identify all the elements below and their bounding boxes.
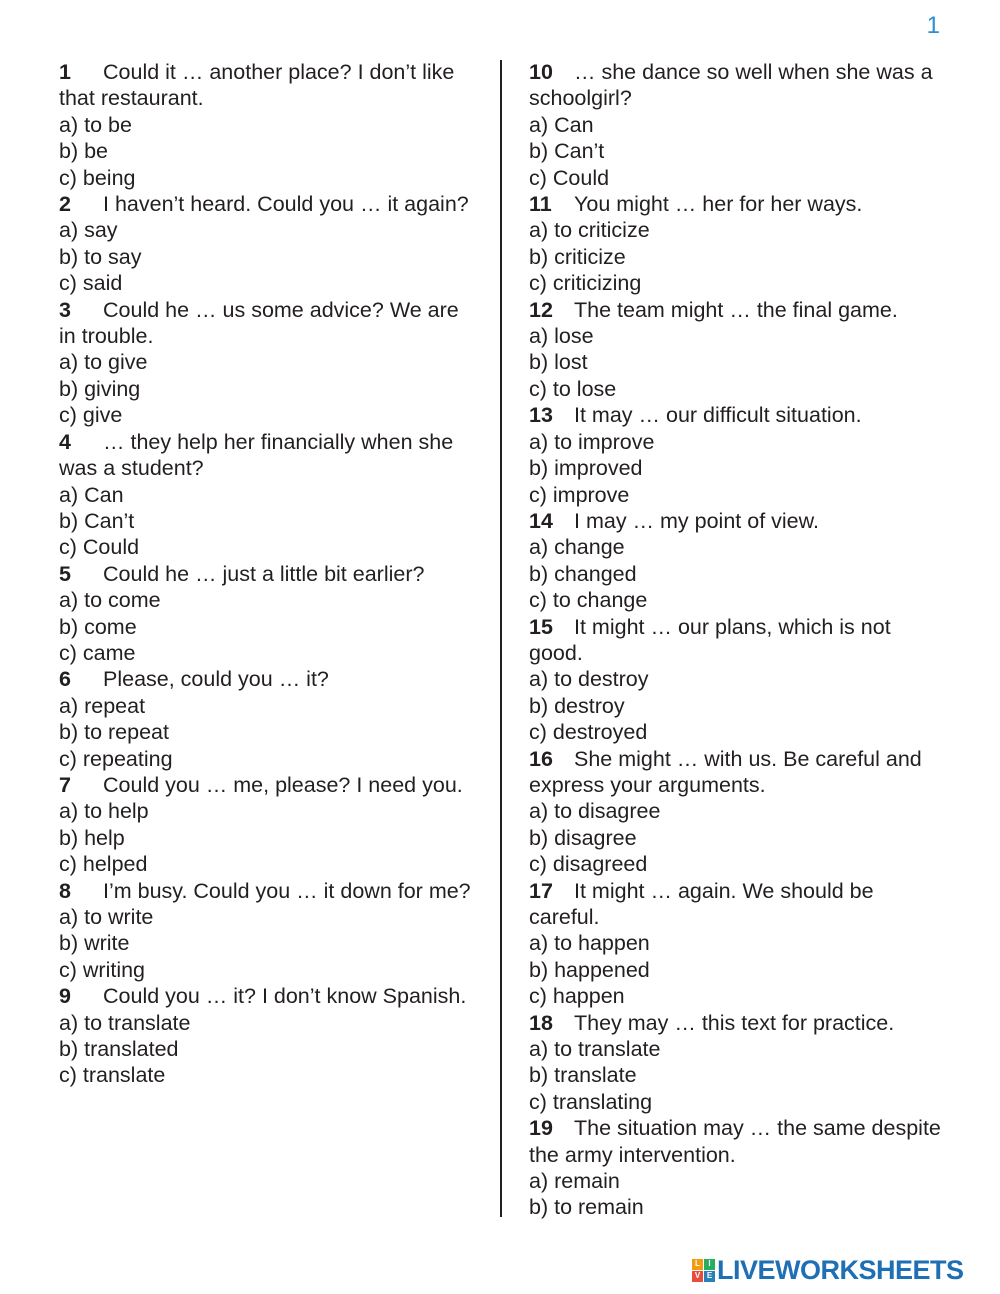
answer-option[interactable]: b) improved xyxy=(529,456,643,481)
question-stem xyxy=(529,1010,949,1036)
question-item xyxy=(59,297,479,429)
question-text: Could you … it? I don’t know Spanish. xyxy=(103,984,467,1009)
answer-option[interactable]: a) to improve xyxy=(529,429,655,454)
question-item xyxy=(529,297,949,403)
answer-option[interactable]: a) Can xyxy=(59,482,124,507)
answer-option[interactable]: a) repeat xyxy=(59,693,146,718)
question-text: … they help her financially when she was a student? xyxy=(59,429,454,481)
answer-option[interactable]: c) Could xyxy=(529,165,610,190)
answer-option[interactable]: a) to translate xyxy=(59,1010,191,1035)
question-number: 5 xyxy=(59,561,71,586)
answer-option[interactable]: b) Can’t xyxy=(59,508,135,533)
answer-option[interactable]: a) to be xyxy=(59,112,132,137)
answer-option[interactable]: c) improve xyxy=(529,482,630,507)
answer-option[interactable]: c) Could xyxy=(59,535,140,560)
answer-option[interactable]: a) to give xyxy=(59,350,148,375)
answer-option[interactable]: a) to destroy xyxy=(529,667,649,692)
answer-option[interactable]: a) lose xyxy=(529,324,594,349)
question-item xyxy=(529,508,949,614)
question-item xyxy=(59,561,479,667)
question-item xyxy=(59,666,479,772)
answer-option[interactable]: b) to say xyxy=(59,244,142,269)
question-text: They may … this text for practice. xyxy=(574,1010,895,1035)
question-text: Could it … another place? I don’t like that restaurant. xyxy=(59,60,455,111)
question-number: 15 xyxy=(529,614,553,639)
answer-option[interactable]: c) destroyed xyxy=(529,720,648,745)
question-number: 8 xyxy=(59,878,71,903)
question-text: You might … her for her ways. xyxy=(574,192,863,217)
logo-text: LIVEWORKSHEETS xyxy=(717,1254,964,1285)
question-stem xyxy=(529,1115,949,1168)
question-text: The situation may … the same despite the army intervention. xyxy=(529,1116,941,1167)
question-text: The team might … the final game. xyxy=(574,297,898,322)
question-text: It might … again. We should be careful. xyxy=(529,878,874,929)
question-text: Could he … us some advice? We are in trouble. xyxy=(59,297,459,349)
answer-option[interactable]: c) came xyxy=(59,640,136,665)
question-number: 11 xyxy=(529,192,552,217)
question-item xyxy=(59,59,479,191)
answer-option[interactable]: c) translating xyxy=(529,1089,653,1114)
answer-option[interactable]: b) lost xyxy=(529,350,588,375)
question-text: Please, could you … it? xyxy=(103,667,329,692)
answer-option[interactable]: c) disagreed xyxy=(529,852,648,877)
question-stem xyxy=(59,59,479,112)
question-number: 1 xyxy=(59,60,71,84)
question-text: … she dance so well when she was a schoolgirl? xyxy=(529,60,933,111)
question-number: 12 xyxy=(529,297,553,322)
question-number: 3 xyxy=(59,297,71,322)
question-item xyxy=(529,878,949,1010)
question-item xyxy=(59,878,479,984)
liveworksheets-logo[interactable] xyxy=(692,1253,964,1287)
column-divider xyxy=(500,60,502,1217)
question-number: 2 xyxy=(59,192,71,217)
question-item xyxy=(529,191,949,297)
question-stem xyxy=(529,746,949,799)
question-item xyxy=(529,1010,949,1116)
logo-mark-icon xyxy=(692,1259,715,1282)
logo-mark-tile: E xyxy=(704,1271,715,1282)
question-item xyxy=(529,402,949,508)
answer-option[interactable]: b) to remain xyxy=(529,1195,644,1220)
answer-option[interactable]: a) to criticize xyxy=(529,218,650,243)
answer-option[interactable]: c) writing xyxy=(59,957,146,982)
answer-option[interactable]: a) to disagree xyxy=(529,799,661,824)
answer-option[interactable]: b) translate xyxy=(529,1063,637,1088)
answer-option[interactable]: a) to happen xyxy=(529,931,650,956)
question-text: It may … our difficult situation. xyxy=(574,403,862,428)
question-stem xyxy=(529,297,949,323)
left-question-column xyxy=(59,59,479,1089)
answer-option[interactable]: b) criticize xyxy=(529,244,626,269)
question-text: I’m busy. Could you … it down for me? xyxy=(103,878,471,903)
answer-option[interactable]: c) said xyxy=(59,271,123,296)
question-number: 17 xyxy=(529,878,553,903)
question-item xyxy=(59,429,479,561)
answer-option[interactable]: c) to lose xyxy=(529,376,617,401)
answer-option[interactable]: b) write xyxy=(59,931,130,956)
question-item xyxy=(59,191,479,297)
answer-option[interactable]: a) to write xyxy=(59,905,154,929)
question-number: 14 xyxy=(529,508,553,533)
answer-option[interactable]: a) to come xyxy=(59,588,161,613)
question-stem xyxy=(529,508,949,534)
question-stem xyxy=(59,878,479,904)
question-number: 9 xyxy=(59,984,71,1009)
question-text: She might … with us. Be careful and express your arguments. xyxy=(529,746,922,797)
answer-option[interactable]: c) helped xyxy=(59,852,148,877)
question-number: 6 xyxy=(59,667,71,692)
question-number: 16 xyxy=(529,746,553,771)
question-number: 18 xyxy=(529,1010,553,1035)
question-stem xyxy=(59,561,479,587)
question-stem xyxy=(529,59,949,112)
answer-option[interactable]: b) Can’t xyxy=(529,139,605,164)
logo-mark-tile: I xyxy=(704,1259,715,1270)
answer-option[interactable]: b) be xyxy=(59,139,109,164)
answer-option[interactable]: b) happened xyxy=(529,957,650,982)
answer-option[interactable]: b) destroy xyxy=(529,693,625,718)
answer-option[interactable]: b) translated xyxy=(59,1037,179,1062)
question-number: 19 xyxy=(529,1116,553,1141)
answer-option[interactable]: c) repeating xyxy=(59,746,173,771)
question-item xyxy=(529,59,949,191)
page-number: 1 xyxy=(926,12,940,39)
answer-option[interactable]: c) happen xyxy=(529,984,625,1009)
question-stem xyxy=(59,983,479,1009)
question-item xyxy=(529,1115,949,1221)
question-number: 7 xyxy=(59,772,71,797)
question-text: Could he … just a little bit earlier? xyxy=(103,561,425,586)
question-number: 13 xyxy=(529,403,553,428)
answer-option[interactable]: b) disagree xyxy=(529,825,637,850)
answer-option[interactable]: a) remain xyxy=(529,1169,620,1194)
answer-option[interactable]: b) come xyxy=(59,614,137,639)
question-number: 10 xyxy=(529,60,553,84)
question-item xyxy=(529,746,949,878)
answer-option[interactable]: c) to change xyxy=(529,588,648,613)
answer-option[interactable]: a) change xyxy=(529,535,625,560)
question-item xyxy=(59,983,479,1089)
question-stem xyxy=(59,297,479,350)
question-text: I haven’t heard. Could you … it again? xyxy=(103,192,469,217)
question-item xyxy=(529,614,949,746)
question-number: 4 xyxy=(59,429,71,454)
logo-mark-tile: V xyxy=(692,1271,703,1282)
question-stem xyxy=(529,878,949,931)
answer-option[interactable]: b) to repeat xyxy=(59,720,169,745)
question-item xyxy=(59,772,479,878)
right-question-column xyxy=(529,59,949,1221)
question-text: I may … my point of view. xyxy=(574,508,819,533)
question-text: Could you … me, please? I need you. xyxy=(103,772,463,797)
question-text: It might … our plans, which is not good. xyxy=(529,614,891,665)
answer-option[interactable]: a) to help xyxy=(59,799,149,824)
answer-option[interactable]: c) give xyxy=(59,403,123,428)
answer-option[interactable]: c) criticizing xyxy=(529,271,642,296)
answer-option[interactable]: c) being xyxy=(59,165,136,190)
question-stem xyxy=(59,429,479,482)
answer-option[interactable]: a) to translate xyxy=(529,1037,661,1062)
answer-option[interactable]: b) giving xyxy=(59,376,141,401)
question-stem xyxy=(529,402,949,428)
question-stem xyxy=(529,614,949,667)
question-stem xyxy=(59,191,479,217)
question-stem xyxy=(529,191,949,217)
answer-option[interactable]: a) say xyxy=(59,218,118,243)
question-stem xyxy=(59,666,479,692)
question-stem xyxy=(59,772,479,798)
logo-mark-tile: L xyxy=(692,1259,703,1270)
answer-option[interactable]: b) help xyxy=(59,825,125,850)
answer-option[interactable]: b) changed xyxy=(529,561,637,586)
answer-option[interactable]: a) Can xyxy=(529,112,594,137)
answer-option[interactable]: c) translate xyxy=(59,1063,166,1088)
